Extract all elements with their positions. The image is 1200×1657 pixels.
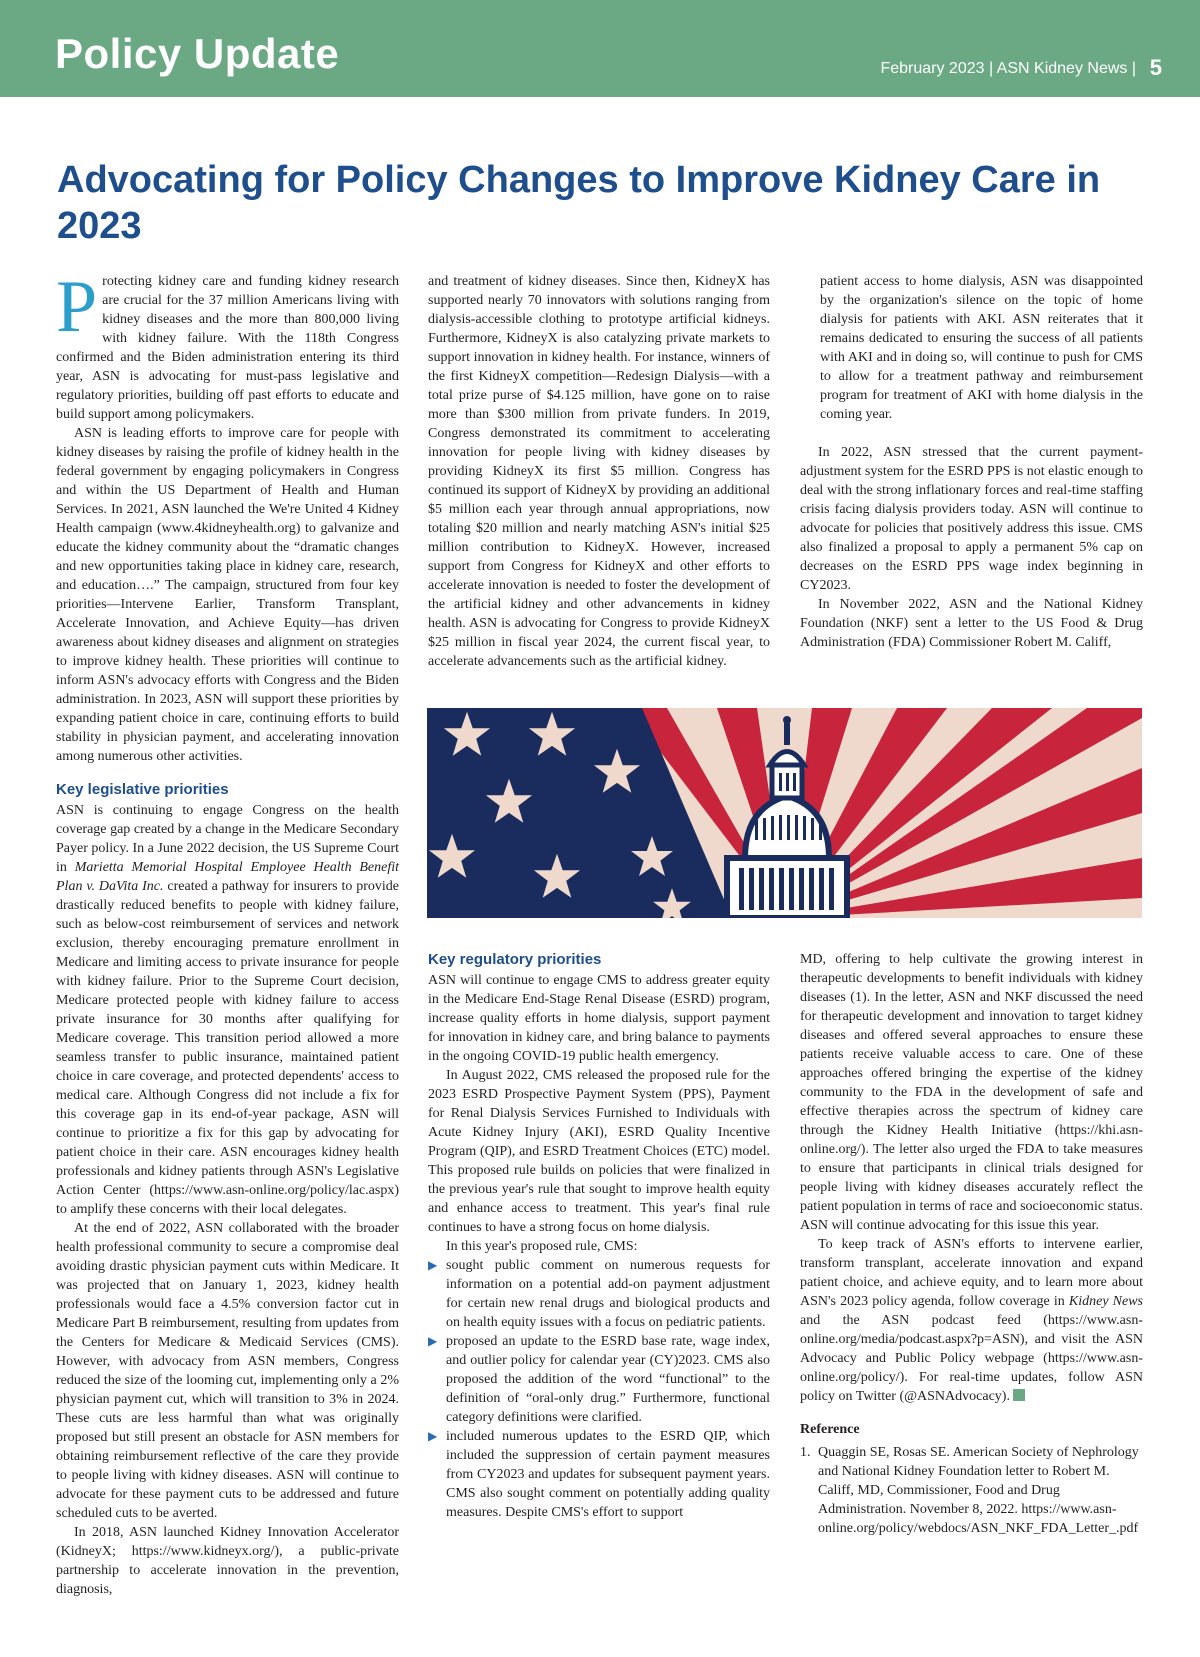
paragraph: ASN will continue to engage CMS to address greater equity in the Medicare End-Stage Renal Disease (ESRD) program, increase quality efforts in home dialysis, support payment for innovation in kidney care, and bring balance to payments in the ongoing COVID-19 public health emergency. xyxy=(428,973,770,1064)
drop-cap: P xyxy=(56,266,98,348)
reference-item xyxy=(800,1443,1143,1538)
bullet-arrow-icon: ▶ xyxy=(428,1334,438,1348)
paragraph: patient access to home dialysis, ASN was disappointed by the organization's silence on the topic of home dialysis for patients with AKI. ASN reiterates that it remains dedicated to ensuring the success of all patients with AKI and in doing so, will continue to push for CMS to allow for a treatment pathway and reimbursement program for treatment of AKI with home dialysis in the coming year. xyxy=(820,274,1143,422)
bullet-arrow-icon: ▶ xyxy=(428,1429,438,1443)
list-item-text: proposed an update to the ESRD base rate, wage index, and outlier policy for calendar year (CY)2023. CMS also proposed the addition of the word “functional” to the definition of “oral-only drug.” Furthermore, functional category definitions were clarified. xyxy=(446,1334,770,1425)
list-item-text: included numerous updates to the ESRD QIP, which included the suppression of certain payment measures from CY2023 and updates for subsequent payment years. CMS also sought comment on potentially adding quality measures. Despite CMS's effort to support xyxy=(446,1429,770,1520)
bullet-arrow-icon: ▶ xyxy=(428,1258,438,1272)
paragraph: and treatment of kidney diseases. Since then, KidneyX has supported nearly 70 innovators with solutions ranging from dialysis-accessible clothing to prototype artificial kidneys. Furthermore, KidneyX is also catalyzing private markets to support innovation in kidney health. For instance, winners of the first KidneyX competition—Redesign Dialysis—with a total prize purse of $4.125 million, have gone on to raise more than $300 million from private funders. In 2019, Congress demonstrated its commitment to accelerating innovation for people living with kidney diseases by providing KidneyX its first $5 million. Congress has continued its support of KidneyX by providing an additional $5 million each year through annual appropriations, now totaling $20 million and nearly matching ASN's initial $25 million contribution to KidneyX. However, increased support from Congress for KidneyX and other efforts to accelerate innovation is needed to foster the development of the artificial kidney and other advancements in kidney health. ASN is advocating for Congress to provide KidneyX $25 million in fiscal year 2024, the current fiscal year, to accelerate advancements such as the artificial kidney. xyxy=(428,274,770,669)
list-item xyxy=(428,1427,770,1522)
paragraph: In August 2022, CMS released the proposed rule for the 2023 ESRD Prospective Payment System (PPS), Payment for Renal Dialysis Services Furnished to Individuals with Acute Kidney Injury (AKI), ESRD Quality Incentive Program (QIP), and ESRD Treatment Choices (ETC) model. This proposed rule builds on policies that were finalized in the previous year's rule that sought to improve health equity and enhance access to treatment. This year's final rule continues to have a strong focus on home dialysis. xyxy=(428,1068,770,1235)
cms-actions-list xyxy=(428,1256,770,1522)
page-header xyxy=(0,0,1200,97)
list-item-text: sought public comment on numerous requests for information on a potential add-on payment adjustment for certain new renal drugs and biological products and on health equity issues with a focus on pediatric patients. xyxy=(446,1258,770,1330)
paragraph: In this year's proposed rule, CMS: xyxy=(446,1239,638,1254)
reference-heading: Reference xyxy=(800,1422,860,1437)
text-span: To keep track of ASN's efforts to intervene earlier, transform transplant, accelerate innovation and expand patient choice, and achieve equity, and to learn more about ASN's 2023 policy agenda, follow coverage in xyxy=(800,1237,1143,1309)
section-title: Policy Update xyxy=(55,30,340,77)
column-2-bottom xyxy=(428,950,770,1522)
column-3-top xyxy=(800,272,1143,652)
paragraph xyxy=(800,1235,1143,1406)
publication-name: Kidney News xyxy=(1068,1294,1143,1309)
text-span: created a pathway for insurers to provide drastically reduced benefits to people with kidney failure, such as below-cost reimbursement of services and network exclusion, thereby encouraging premature enrollment in Medicare and limiting access to private insurance for people with kidney failure. Prior to the Supreme Court decision, Medicare protected people with kidney failure to access private insurance for 30 months after qualifying for Medicare coverage. This transition period allowed a more seamless transfer to public insurance, maintained patient choice in care coverage, and protected dependents' access to medical care. Although Congress did not include a fix for this coverage gap in its end-of-year package, ASN will continue to prioritize a fix for this gap by advocating for patient choice in their care. ASN encourages kidney health professionals and kidney patients through ASN's Legislative Action Center (https://www.asn-online.org/policy/lac.aspx) to amplify these concerns with their local delegates. xyxy=(56,879,399,1217)
column-1 xyxy=(56,266,399,1599)
paragraph: In 2022, ASN stressed that the current payment-adjustment system for the ESRD PPS is not elastic enough to deal with the strong inflationary forces and real-time staffing crisis facing dialysis providers today. ASN will continue to advocate for policies that positively address this issue. CMS also finalized a proposal to apply a permanent 5% cap on decreases on the ESRD PPS wage index beginning in CY2023. xyxy=(800,445,1143,593)
article-title: Advocating for Policy Changes to Improve Kidney Care in 2023 xyxy=(57,159,1101,247)
column-3-bottom xyxy=(800,950,1143,1538)
intro-text: rotecting kidney care and funding kidney research are crucial for the 37 million Americans living with kidney diseases and the more than 800,000 living with kidney failure. With the 118th Congress confirmed and the Biden administration entering its third year, ASN is advocating for must-pass legislative and regulatory priorities, building off past efforts to educate and build support among policymakers. xyxy=(56,274,399,422)
column-2-top xyxy=(428,272,770,671)
text-span: and the ASN podcast feed (https://www.asn-online.org/media/podcast.aspx?p=ASN), and visit the ASN Advocacy and Public Policy webpage (https://www.asn-online.org/policy/). For real-time updates, follow ASN policy on Twitter (@ASNAdvocacy). xyxy=(800,1313,1143,1404)
paragraph: ASN is leading efforts to improve care for people with kidney diseases by raising the profile of kidney health in the federal government by engaging policymakers in Congress and within the US Department of Health and Human Services. In 2021, ASN launched the We're United 4 Kidney Health campaign (www.4kidneyhealth.org) to galvanize and educate the kidney community about the “dramatic changes and new opportunities taking place in kidney care, research, and education….” The campaign, structured from four key priorities—Intervene Earlier, Transform Transplant, Accelerate Innovation, and Achieve Equity—has driven awareness about kidney diseases and alignment on strategies to improve kidney health. These priorities will continue to inform ASN's advocacy efforts with Congress and the Biden administration. In 2023, ASN will support these priorities by expanding patient choice in care, continuing efforts to build stability in physician payment, and accelerating innovation among numerous other activities. xyxy=(56,426,399,764)
issue-info: February 2023 | ASN Kidney News | xyxy=(880,60,1136,77)
reference-number: 1. xyxy=(800,1445,811,1460)
page-number: 5 xyxy=(1149,55,1162,80)
reference-text: Quaggin SE, Rosas SE. American Society of Nephrology and National Kidney Foundation letter to Robert M. Califf, MD, Commissioner, Food and Drug Administration. November 8, 2022. https://www.asn-online.org/policy/webdocs/ASN_NKF_FDA_Letter_.pdf xyxy=(818,1445,1139,1536)
paragraph xyxy=(56,801,399,1219)
text-span: ASN is continuing to engage Congress on the health coverage gap created by a change in the Medicare Secondary Payer policy. In a June 2022 decision, the US Supreme Court in xyxy=(56,803,399,875)
list-item xyxy=(428,1256,770,1332)
subhead-legislative: Key legislative priorities xyxy=(56,781,229,798)
case-name: Marietta Memorial Hospital Employee Health Benefit Plan v. DaVita Inc. xyxy=(56,860,399,894)
paragraph: MD, offering to help cultivate the growing interest in therapeutic developments to benefit individuals with kidney diseases (1). In the letter, ASN and NKF discussed the need for therapeutic development and innovation to target kidney diseases and offered several approaches to ensure these patients receive valuable access to care. One of these approaches offered bringing the expertise of the kidney community to the FDA in the development of safe and effective therapies across the spectrum of kidney care through the Kidney Health Initiative (https://khi.asn-online.org/). The letter also urged the FDA to take measures to ensure that participants in clinical trials designed for people living with kidney diseases accurately reflect the patient population in terms of race and socioeconomic status. ASN will continue advocating for this issue this year. xyxy=(800,952,1143,1233)
subhead-regulatory: Key regulatory priorities xyxy=(428,951,602,968)
paragraph: In 2018, ASN launched Kidney Innovation Accelerator (KidneyX; https://www.kidneyx.org/), a public-private partnership to accelerate innovation in the prevention, diagnosis, xyxy=(56,1525,399,1597)
paragraph: At the end of 2022, ASN collaborated with the broader health professional community to secure a compromise deal avoiding drastic physician payment cuts within Medicare. It was projected that on January 1, 2023, kidney health professionals would face a 4.5% conversion factor cut in Medicare Part B reimbursement, resulting from updates from the Centers for Medicare & Medicaid Services (CMS). However, with advocacy from ASN members, Congress reduced the size of the looming cut, implementing only a 2% physician payment cut, which will transition to 3% in 2024. These cuts are less harmful than what was originally proposed but still present an obstacle for ASN members for obtaining reimbursement reflective of the care they provide to people living with kidney diseases. ASN will continue to advocate for these payment cuts to be addressed and future scheduled cuts to be averted. xyxy=(56,1221,399,1521)
paragraph: In November 2022, ASN and the National Kidney Foundation (NKF) sent a letter to the US Food & Drug Administration (FDA) Commissioner Robert M. Califf, xyxy=(800,597,1143,650)
flag-capitol-illustration xyxy=(427,708,1142,918)
list-item xyxy=(428,1332,770,1427)
intro-paragraph xyxy=(56,266,399,424)
end-mark-icon xyxy=(1013,1389,1025,1401)
